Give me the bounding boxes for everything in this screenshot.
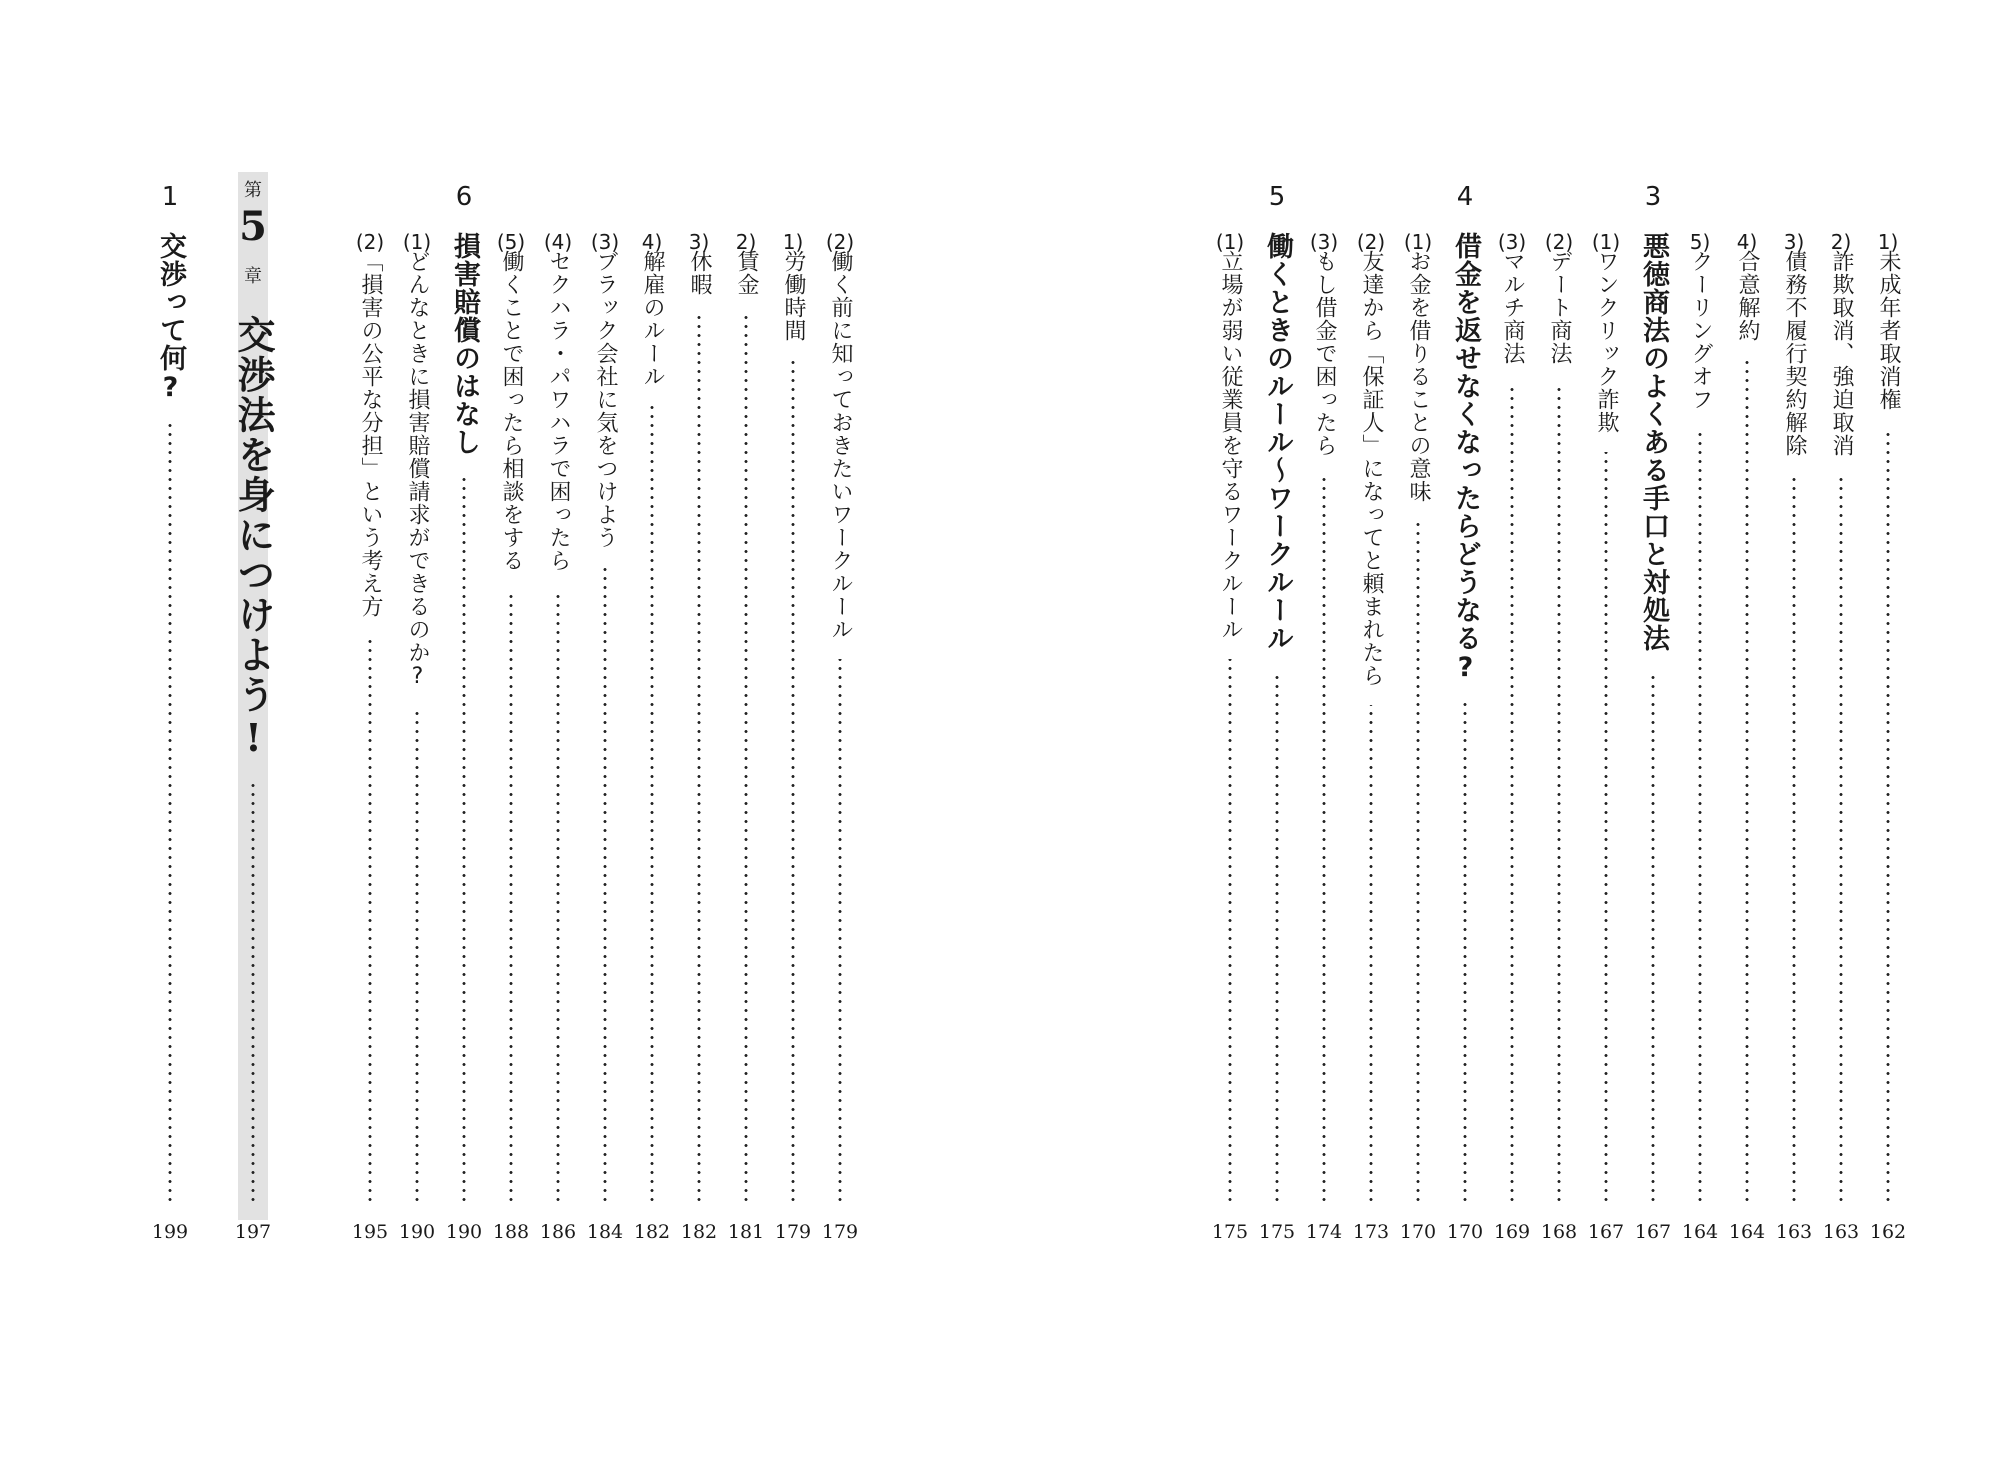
toc-entry-page: 184	[586, 1221, 624, 1243]
toc-entry-title: マルチ商法	[1500, 250, 1525, 365]
dot-leader	[744, 314, 748, 1204]
dot-leader	[1275, 670, 1279, 1204]
toc-entry-number: (3)	[1309, 230, 1339, 254]
toc-entry[interactable]	[151, 0, 189, 1469]
toc-entry-number: (4)	[543, 230, 573, 254]
chapter-page-number: 197	[234, 1221, 272, 1243]
toc-entry-title: 借金を返せなくなったらどうなる?	[1450, 232, 1481, 684]
dot-leader	[791, 360, 795, 1204]
toc-entry[interactable]	[1540, 0, 1578, 1469]
dot-leader	[1228, 659, 1232, 1204]
dot-leader	[462, 474, 466, 1204]
toc-entry-title: 未成年者取消権	[1876, 250, 1901, 411]
dot-leader	[556, 590, 560, 1204]
toc-entry-number: (1)	[1403, 230, 1433, 254]
toc-entry[interactable]	[351, 0, 389, 1469]
toc-entry-page: 169	[1493, 1221, 1531, 1243]
dot-leader	[1792, 475, 1796, 1204]
toc-entry-title: セクハラ・パワハラで困ったら	[546, 250, 571, 572]
toc-entry-number: 1)	[782, 230, 804, 254]
dot-leader	[1651, 670, 1655, 1204]
toc-entry-page: 164	[1728, 1221, 1766, 1243]
toc-entry[interactable]	[492, 0, 530, 1469]
dot-leader	[1416, 521, 1420, 1204]
toc-entry-number: 1)	[1877, 230, 1899, 254]
toc-entry-title: 悪徳商法のよくある手口と対処法	[1638, 232, 1669, 652]
dot-leader	[1369, 705, 1373, 1204]
chapter-number: 5	[239, 203, 267, 250]
toc-entry-page: 182	[633, 1221, 671, 1243]
toc-entry-page: 188	[492, 1221, 530, 1243]
dot-leader	[1510, 383, 1514, 1204]
toc-entry-page: 190	[398, 1221, 436, 1243]
toc-entry-title: 詐欺取消、強迫取消	[1829, 250, 1854, 457]
toc-entry-title: デート商法	[1547, 250, 1572, 365]
dot-leader	[1322, 475, 1326, 1204]
toc-entry-title: 交渉って何?	[155, 232, 186, 404]
toc-entry-number: (3)	[590, 230, 620, 254]
toc-entry-title: 働くことで困ったら相談をする	[499, 250, 524, 572]
toc-entry-title: 働く前に知っておきたいワークルール	[828, 250, 853, 641]
toc-entry-page: 163	[1775, 1221, 1813, 1243]
toc-entry[interactable]	[1258, 0, 1296, 1469]
dot-leader	[1745, 360, 1749, 1204]
toc-entry-number: (1)	[1215, 230, 1245, 254]
toc-entry[interactable]	[727, 0, 765, 1469]
toc-entry[interactable]	[1352, 0, 1390, 1469]
toc-entry-number: 4)	[641, 230, 663, 254]
toc-entry-number: (5)	[496, 230, 526, 254]
toc-entry-title: 債務不履行契約解除	[1782, 250, 1807, 457]
toc-entry-title: 働くときのルール〜ワークルール	[1262, 232, 1293, 652]
dot-leader	[1698, 429, 1702, 1204]
toc-entry-number: (3)	[1497, 230, 1527, 254]
chapter-5-heading[interactable]	[231, 0, 276, 1469]
toc-entry-page: 190	[445, 1221, 483, 1243]
toc-entry-title: 休暇	[687, 250, 712, 296]
toc-entry[interactable]	[1822, 0, 1860, 1469]
toc-entry[interactable]	[1399, 0, 1437, 1469]
chapter-label-dai: 第	[244, 180, 262, 201]
dot-leader	[368, 636, 372, 1204]
toc-entry-number: 2)	[735, 230, 757, 254]
toc-entry-page: 179	[821, 1221, 859, 1243]
dot-leader	[603, 567, 607, 1204]
toc-entry[interactable]	[1587, 0, 1625, 1469]
toc-entry-page: 182	[680, 1221, 718, 1243]
dot-leader	[415, 708, 419, 1204]
toc-entry-page: 175	[1258, 1221, 1296, 1243]
toc-entry-number: 3)	[688, 230, 710, 254]
toc-entry[interactable]	[586, 0, 624, 1469]
toc-entry[interactable]	[821, 0, 859, 1469]
chapter-title: 交渉法を身につけよう!	[231, 315, 276, 762]
toc-entry-title: どんなときに損害賠償請求ができるのか?	[405, 250, 430, 690]
toc-entry-title: 損害賠償のはなし	[449, 232, 480, 456]
toc-entry-page: 164	[1681, 1221, 1719, 1243]
toc-entry-number: (1)	[402, 230, 432, 254]
toc-entry[interactable]	[1211, 0, 1249, 1469]
dot-leader	[251, 782, 255, 1204]
toc-entry-number: 2)	[1830, 230, 1852, 254]
toc-entry-page: 199	[151, 1221, 189, 1243]
toc-entry-page: 168	[1540, 1221, 1578, 1243]
toc-entry-number: 5	[1268, 182, 1286, 212]
toc-entry-title: ワンクリック詐欺	[1594, 250, 1619, 434]
toc-entry-page: 179	[774, 1221, 812, 1243]
toc-entry-title: 解雇のルール	[640, 250, 665, 388]
toc-entry[interactable]	[1493, 0, 1531, 1469]
toc-entry[interactable]	[1634, 0, 1672, 1469]
toc-entry-page: 162	[1869, 1221, 1907, 1243]
toc-entry[interactable]	[1305, 0, 1343, 1469]
toc-entry[interactable]	[398, 0, 436, 1469]
chapter-label-sho: 章	[244, 266, 262, 287]
toc-entry-page: 163	[1822, 1221, 1860, 1243]
toc-entry-title: 友達から「保証人」になってと頼まれたら	[1359, 250, 1384, 687]
dot-leader	[1604, 452, 1608, 1204]
toc-entry[interactable]	[1728, 0, 1766, 1469]
toc-entry-number: 4)	[1736, 230, 1758, 254]
toc-entry[interactable]	[680, 0, 718, 1469]
toc-entry-number: (2)	[825, 230, 855, 254]
dot-leader	[509, 590, 513, 1204]
toc-entry-title: 労働時間	[781, 250, 806, 342]
toc-entry-title: ブラック会社に気をつけよう	[593, 250, 618, 549]
toc-entry-number: 1	[161, 182, 179, 212]
toc-entry-page: 181	[727, 1221, 765, 1243]
toc-entry-title: お金を借りることの意味	[1406, 250, 1431, 503]
toc-entry-title: もし借金で困ったら	[1312, 250, 1337, 457]
toc-entry-number: 3	[1644, 182, 1662, 212]
toc-entry-number: (2)	[1544, 230, 1574, 254]
dot-leader	[1463, 702, 1467, 1204]
toc-entry[interactable]	[1446, 0, 1484, 1469]
toc-entry-number: 6	[455, 182, 473, 212]
toc-entry-title: 「損害の公平な分担」という考え方	[358, 250, 383, 618]
dot-leader	[168, 422, 172, 1204]
toc-entry-number: (2)	[1356, 230, 1386, 254]
toc-entry[interactable]	[633, 0, 671, 1469]
toc-entry-title: クーリングオフ	[1688, 250, 1713, 411]
dot-leader	[1839, 475, 1843, 1204]
toc-entry-page: 195	[351, 1221, 389, 1243]
dot-leader	[838, 659, 842, 1204]
toc-entry[interactable]	[1869, 0, 1907, 1469]
toc-entry-number: 4	[1456, 182, 1474, 212]
toc-entry-number: 3)	[1783, 230, 1805, 254]
toc-entry[interactable]	[1681, 0, 1719, 1469]
toc-entry-title: 合意解約	[1735, 250, 1760, 342]
dot-leader	[1557, 383, 1561, 1204]
toc-entry-page: 174	[1305, 1221, 1343, 1243]
toc-entry-number: (2)	[355, 230, 385, 254]
toc-entry[interactable]	[539, 0, 577, 1469]
dot-leader	[1886, 429, 1890, 1204]
toc-entry-title: 賃金	[734, 250, 759, 296]
toc-entry-page: 170	[1399, 1221, 1437, 1243]
toc-entry-page: 186	[539, 1221, 577, 1243]
toc-entry-page: 167	[1587, 1221, 1625, 1243]
dot-leader	[697, 314, 701, 1204]
toc-entry-page: 173	[1352, 1221, 1390, 1243]
toc-entry-number: 5)	[1689, 230, 1711, 254]
toc-entry[interactable]	[774, 0, 812, 1469]
toc-entry-page: 170	[1446, 1221, 1484, 1243]
dot-leader	[650, 406, 654, 1204]
toc-entry[interactable]	[1775, 0, 1813, 1469]
toc-entry[interactable]	[445, 0, 483, 1469]
toc-entry-page: 175	[1211, 1221, 1249, 1243]
toc-entry-number: (1)	[1591, 230, 1621, 254]
toc-entry-title: 立場が弱い従業員を守るワークルール	[1218, 250, 1243, 641]
toc-entry-page: 167	[1634, 1221, 1672, 1243]
